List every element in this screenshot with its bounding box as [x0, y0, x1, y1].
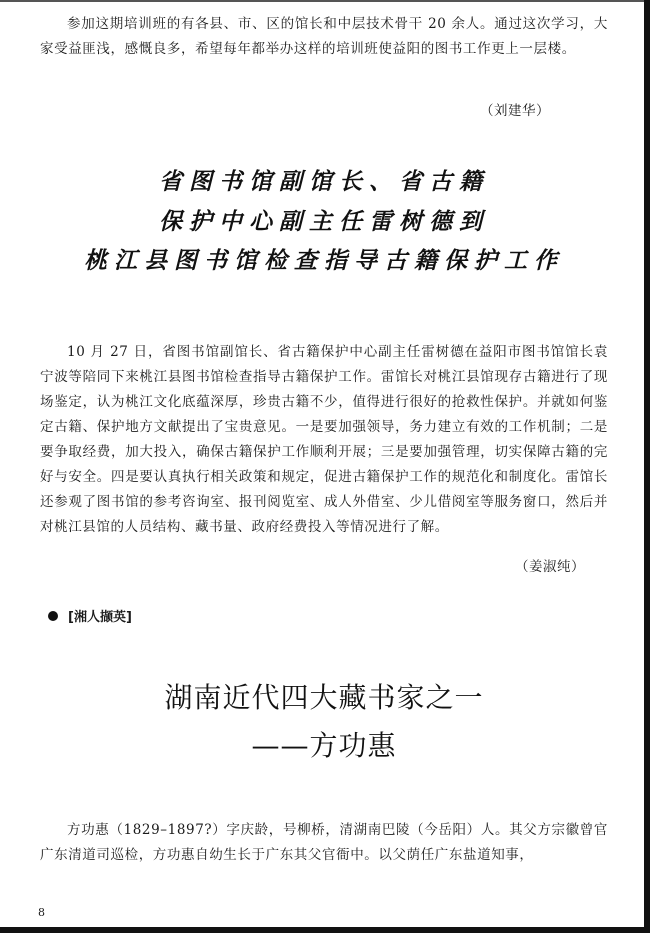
section-label: [湘人撷英]	[68, 610, 132, 625]
article1-body: 10 月 27 日，省图书馆副馆长、省古籍保护中心副主任雷树德在益阳市图书馆馆长袁宁波等陪同下来桃江县图书馆检查指导古籍保护工作。雷馆长对桃江县馆现存古籍进行了现场鉴定，认为桃江文化底蕴深厚，珍贵古籍不少，值得进行很好的抢救性保护。并就如何鉴定古籍、保护地方文献提出了宝贵意见。一是要加强领导，务力建立有效的工作机制；二是要争取经费，加大投入，确保古籍保护工作顺利开展；三是要加强管理，切实保障古籍的完好与安全。四是要认真执行相关政策和规定，促进古籍保护工作的规范化和制度化。雷馆长还参观了图书馆的参考咨询室、报刊阅览室、成人外借室、少儿借阅室等服务窗口，然后并对桃江县馆的人员结构、藏书量、政府经费投入等情况进行了解。	[40, 344, 608, 535]
article1-title-line-2: 保护中心副主任雷树德到	[159, 209, 489, 235]
page-bottom-edge	[0, 927, 650, 933]
article1-title-line-3: 桃江县图书馆检查指导古籍保护工作	[84, 248, 564, 274]
article1-signature: （姜淑纯）	[515, 559, 585, 575]
article2-body: 方功惠（1829–1897?）字庆龄，号柳桥，清湖南巴陵（今岳阳）人。其父方宗徽曾官广东清道司巡检，方功惠自幼生长于广东其父官衙中。以父荫任广东盐道知事，	[40, 822, 608, 863]
article2-title-line-2: ——方功惠	[251, 729, 397, 762]
top-signature: （刘建华）	[480, 103, 550, 119]
top-paragraph: 参加这期培训班的有各县、市、区的馆长和中层技术骨干 20 余人。通过这次学习，大家受益匪浅，感慨良多，希望每年都举办这样的培训班使益阳的图书工作更上一层楼。	[40, 16, 608, 57]
page-top-edge	[0, 0, 650, 2]
article2-title-line-1: 湖南近代四大藏书家之一	[164, 681, 484, 714]
section-header	[48, 606, 132, 625]
page-right-edge	[644, 0, 650, 933]
article1-title-line-1: 省图书馆副馆长、省古籍	[159, 169, 489, 195]
page-number: 8	[38, 906, 45, 919]
bullet-icon	[48, 611, 58, 621]
